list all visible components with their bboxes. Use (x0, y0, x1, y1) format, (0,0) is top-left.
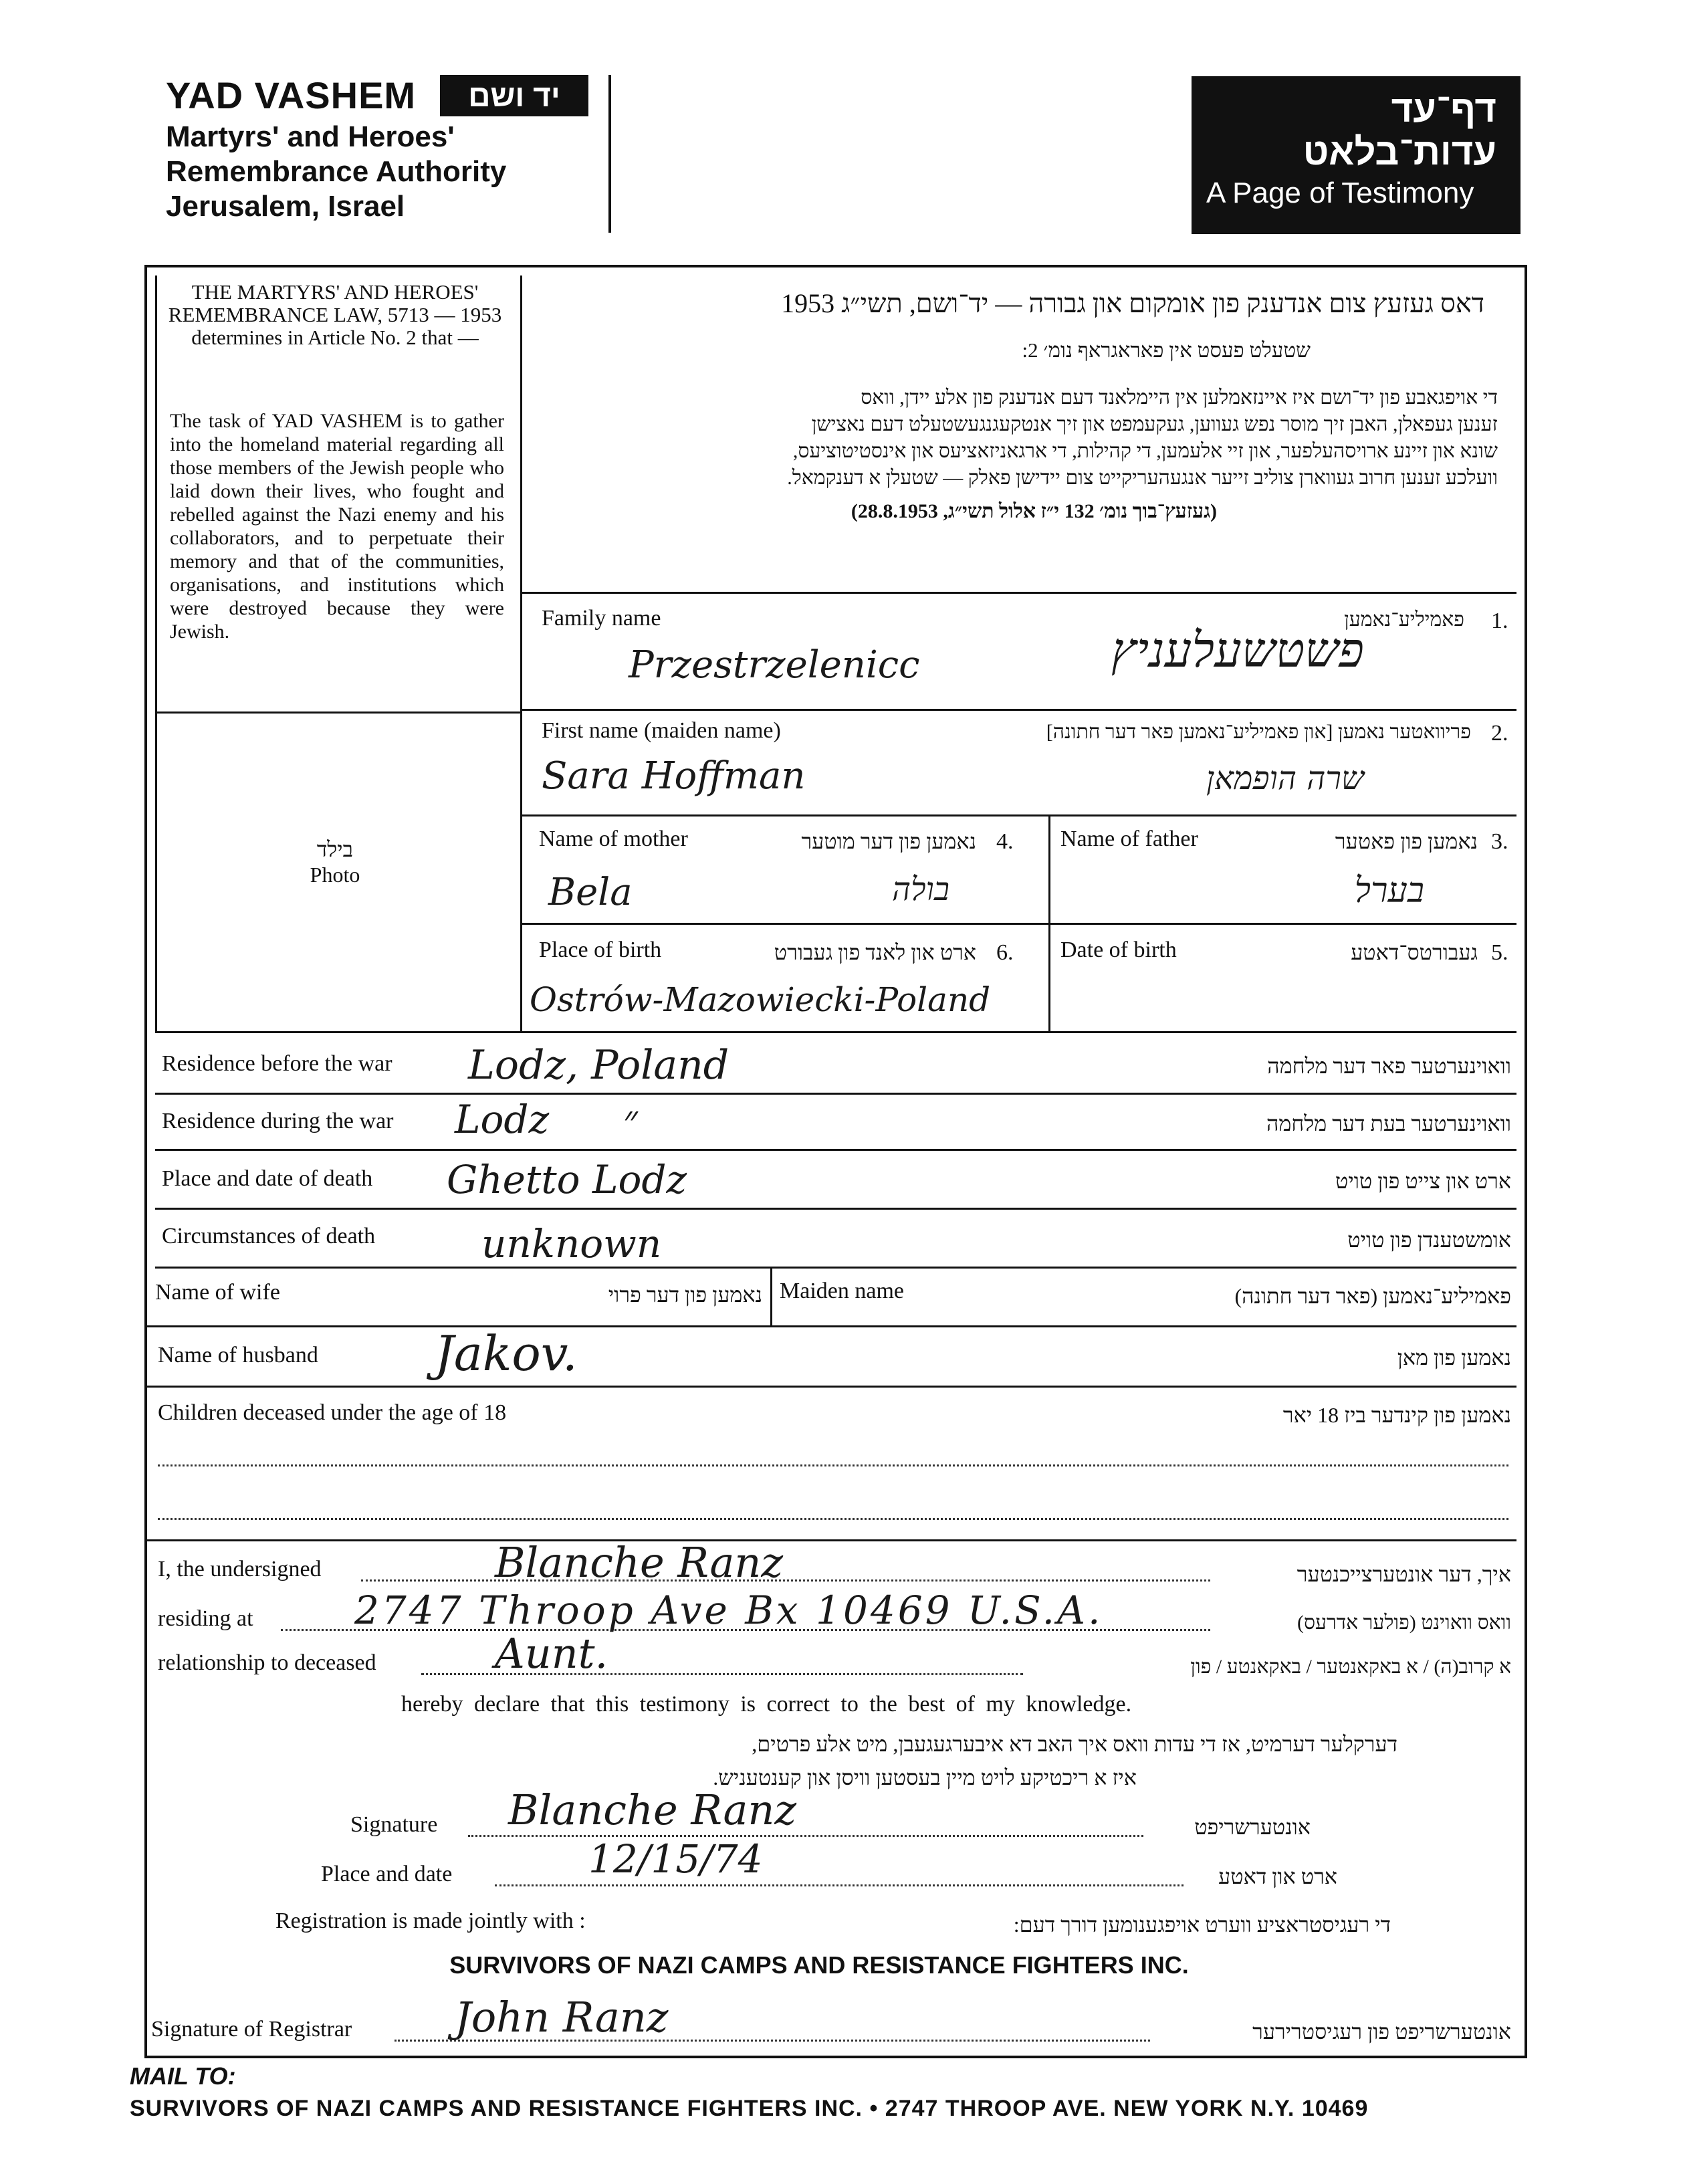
organization-name: SURVIVORS OF NAZI CAMPS AND RESISTANCE FIGHTERS INC. (449, 1951, 1189, 1979)
law-box-divider (155, 712, 520, 714)
yiddish-law (535, 281, 1511, 575)
father-label: Name of father (1060, 827, 1198, 851)
birth-place-value[interactable]: Ostrów-Mazowiecki-Poland (530, 980, 991, 1019)
registration-hebrew-label: די רעגיסטראציע ווערט אויפגענומען דורך דעם: (1013, 1913, 1391, 1937)
family-name-value-hebrew[interactable]: פשטשעלעניץ (1111, 622, 1364, 678)
signature-line (468, 1835, 1143, 1837)
residence-during-value[interactable]: Lodz ״ (455, 1097, 638, 1142)
header-divider (608, 75, 611, 233)
row-divider-2 (520, 709, 1516, 711)
family-name-number: 1. (1491, 609, 1508, 633)
row-divider-11 (144, 1386, 1516, 1388)
husband-value[interactable]: Jakov. (435, 1325, 578, 1382)
yiddish-law-citation: (געזעץ־בוך נומ׳ 132 י״ז אלול תשי״ג, 28.8.1953) (851, 500, 1217, 522)
row-divider-7 (155, 1149, 1516, 1151)
row-divider-10 (144, 1325, 1516, 1327)
birth-date-label: Date of birth (1060, 938, 1177, 962)
registrar-hebrew-label: אונטערשריפט פון רעגיסטרירער (1252, 2019, 1511, 2044)
undersigned-value[interactable]: Blanche Ranz (495, 1538, 784, 1587)
relationship-value[interactable]: Aunt. (495, 1629, 608, 1678)
children-hebrew-label: נאמען פון קינדער ביז 18 יאר (1282, 1403, 1511, 1427)
wife-label: Name of wife (155, 1280, 280, 1305)
residing-value[interactable]: 2747 Throop Ave Bx 10469 U.S.A. (354, 1588, 1103, 1633)
relationship-hebrew-label: א קרוב(ה) / א באקאנטער / באקאנטע / פון (1190, 1656, 1511, 1678)
declaration-statement-hebrew-1: דערקלער דערמיט, אז די עדות וואס איך האב דא איבערגעגעבן, מיט אלע פרטים, (752, 1732, 1397, 1756)
residence-during-label: Residence during the war (162, 1109, 394, 1133)
birth-date-hebrew-label: געבורטס־דאטע (1351, 940, 1478, 964)
family-name-label: Family name (542, 606, 661, 631)
birth-place-label: Place of birth (539, 938, 662, 962)
row-divider-1 (520, 592, 1516, 594)
mother-number: 4. (996, 829, 1014, 854)
declaration-statement-hebrew-2: איז א ריכטיקע לויט מיין בעסטען וויסן און קענטעניש. (713, 1765, 1137, 1789)
death-place-hebrew-label: ארט און צייט פון טויט (1335, 1169, 1511, 1193)
family-name-hebrew-label: פאמיליע־נאמען (1344, 609, 1464, 631)
father-value-hebrew[interactable]: בערל (1354, 871, 1424, 911)
husband-hebrew-label: נאמען פון מאן (1397, 1345, 1511, 1370)
row-divider-6 (155, 1093, 1516, 1095)
page-title-english: A Page of Testimony (1206, 177, 1474, 209)
wife-hebrew-label: נאמען פון דער פרוי (608, 1283, 762, 1307)
mother-value[interactable]: Bela (548, 871, 633, 914)
wife-maiden-divider (770, 1267, 772, 1327)
relationship-label: relationship to deceased (158, 1650, 376, 1675)
org-line-2: Remembrance Authority (166, 155, 507, 188)
registrar-label: Signature of Registrar (151, 2017, 352, 2042)
place-date-value[interactable]: 12/15/74 (588, 1836, 763, 1882)
husband-label: Name of husband (158, 1343, 318, 1368)
page-title-hebrew-2: עדות־בלאט (1303, 130, 1496, 173)
mother-label: Name of mother (539, 827, 688, 851)
first-name-value-hebrew[interactable]: שרה הופמאן (1206, 760, 1364, 797)
first-name-hebrew-label: פריוואטער נאמען [און פאמיליע־נאמען פאר דער חתונה] (1046, 721, 1471, 743)
maiden-hebrew-label: פאמיליע־נאמען (פאר דער חתונה) (1234, 1284, 1511, 1308)
yiddish-law-line-1: די אויפגאבע פון יד־ושם איז איינזאמלען אין היימלאנד דעם אנדענק פון אלע יידן, וואס (861, 387, 1498, 409)
mail-to-label: MAIL TO: (130, 2062, 236, 2090)
place-date-label: Place and date (321, 1862, 453, 1886)
maiden-label: Maiden name (780, 1279, 904, 1303)
signature-label: Signature (350, 1812, 438, 1837)
photo-hebrew: בילד (316, 837, 354, 861)
death-circumstances-hebrew-label: אומשטענדן פון טויט (1347, 1228, 1511, 1252)
org-line-3: Jerusalem, Israel (166, 190, 405, 223)
law-box-left-border (155, 276, 157, 1031)
row-divider-8 (155, 1208, 1516, 1210)
yiddish-law-title: דאס געזעץ צום אנדענק פון אומקום און גבורה — יד־ושם, תשי״ג 1953 (781, 288, 1484, 318)
row-divider-5 (155, 1031, 1516, 1033)
column-divider (1048, 814, 1050, 1031)
residing-hebrew-label: וואס וואוינט (פולער אדרעס) (1297, 1612, 1511, 1634)
residence-during-hebrew-label: וואוינערטער בעת דער מלחמה (1266, 1111, 1511, 1135)
children-line-1[interactable] (158, 1464, 1508, 1466)
row-divider-9 (155, 1267, 1516, 1269)
registrar-value[interactable]: John Ranz (455, 1993, 669, 2042)
residence-before-hebrew-label: וואוינערטער פאר דער מלחמה (1267, 1054, 1511, 1078)
residing-label: residing at (158, 1606, 253, 1631)
birth-date-number: 5. (1491, 940, 1508, 965)
birth-place-hebrew-label: ארט און לאנד פון געבורט (774, 940, 976, 964)
children-line-2[interactable] (158, 1518, 1508, 1520)
law-box-text: The task of YAD VASHEM is to gather into the homeland material regarding all those members of the Jewish people who laid down their lives, who fought and rebelled against the Nazi enemy and his collaborators, and to perpetuate their memory and that of the communities, organisations, and institutions which were destroyed because they were Jewish. (170, 410, 504, 643)
org-hebrew-logo: יד ושם (440, 75, 588, 116)
first-name-label: First name (maiden name) (542, 718, 781, 743)
row-divider-12 (144, 1539, 1516, 1541)
death-circumstances-value[interactable]: unknown (481, 1221, 662, 1267)
page-title-box (1192, 76, 1521, 234)
signature-hebrew-label: אונטערשריפט (1194, 1815, 1311, 1839)
place-date-hebrew-label: ארט און דאטע (1218, 1864, 1337, 1888)
signature-value[interactable]: Blanche Ranz (508, 1785, 797, 1834)
death-circumstances-label: Circumstances of death (162, 1224, 376, 1248)
row-divider-4 (520, 923, 1516, 925)
children-label: Children deceased under the age of 18 (158, 1400, 507, 1425)
residence-before-value[interactable]: Lodz, Poland (468, 1042, 729, 1089)
registration-label: Registration is made jointly with : (275, 1908, 586, 1933)
footer-address: SURVIVORS OF NAZI CAMPS AND RESISTANCE FIGHTERS INC. • 2747 THROOP AVE. NEW YORK N.Y. 10469 (130, 2096, 1369, 2121)
death-place-label: Place and date of death (162, 1166, 373, 1191)
yiddish-law-line-4: וועלכע זענען חרוב געווארן צוליב זייער אנגעהעריקייט צום יידישן פאלק — שטעלן א דענקמאל. (787, 467, 1498, 489)
residence-before-label: Residence before the war (162, 1051, 392, 1076)
death-place-value[interactable]: Ghetto Lodz (447, 1157, 687, 1202)
law-box (158, 276, 512, 1011)
mother-hebrew-label: נאמען פון דער מוטער (801, 829, 976, 853)
mother-value-hebrew[interactable]: בולה (892, 871, 949, 908)
place-date-line (495, 1884, 1184, 1886)
declaration-statement: hereby declare that this testimony is correct to the best of my knowledge. (401, 1692, 1132, 1717)
law-box-right-border (520, 276, 522, 1031)
birth-place-number: 6. (996, 940, 1014, 965)
page-title-hebrew-1: דף־עד (1391, 88, 1496, 130)
father-number: 3. (1491, 829, 1508, 854)
first-name-number: 2. (1491, 721, 1508, 746)
yiddish-law-line-2: זענען געפאלן, האבן זיך מוסר נפש געווען, געקעמפט און זיך אנטקעגנגעשטעלט דעם נאצישן (811, 413, 1498, 435)
org-name: YAD VASHEM (166, 74, 417, 116)
law-box-title: THE MARTYRS' AND HEROES' REMEMBRANCE LAW, 5713 — 1953 determines in Article No. 2 that — (168, 280, 502, 349)
yiddish-law-line-3: שונא און זיינע ארויסהעלפער, און זיי אלעמען, די קהילות, די ארגאניזאציעס און אינסטיטוציעס, (792, 440, 1498, 462)
father-hebrew-label: נאמען פון פאטער (1335, 829, 1478, 853)
yiddish-law-subtitle: שטעלט פעסט אין פאראגראף נומ׳ 2: (1022, 338, 1311, 362)
family-name-value[interactable]: Przestrzelenicc (629, 643, 920, 687)
photo-label: Photo (310, 863, 360, 887)
undersigned-line (361, 1579, 1210, 1581)
first-name-value[interactable]: Sara Hoffman (542, 754, 806, 798)
org-line-1: Martyrs' and Heroes' (166, 120, 455, 153)
undersigned-hebrew-label: איך, דער אונטערצייכנטער (1297, 1562, 1511, 1586)
row-divider-3 (520, 814, 1516, 816)
undersigned-label: I, the undersigned (158, 1557, 322, 1581)
